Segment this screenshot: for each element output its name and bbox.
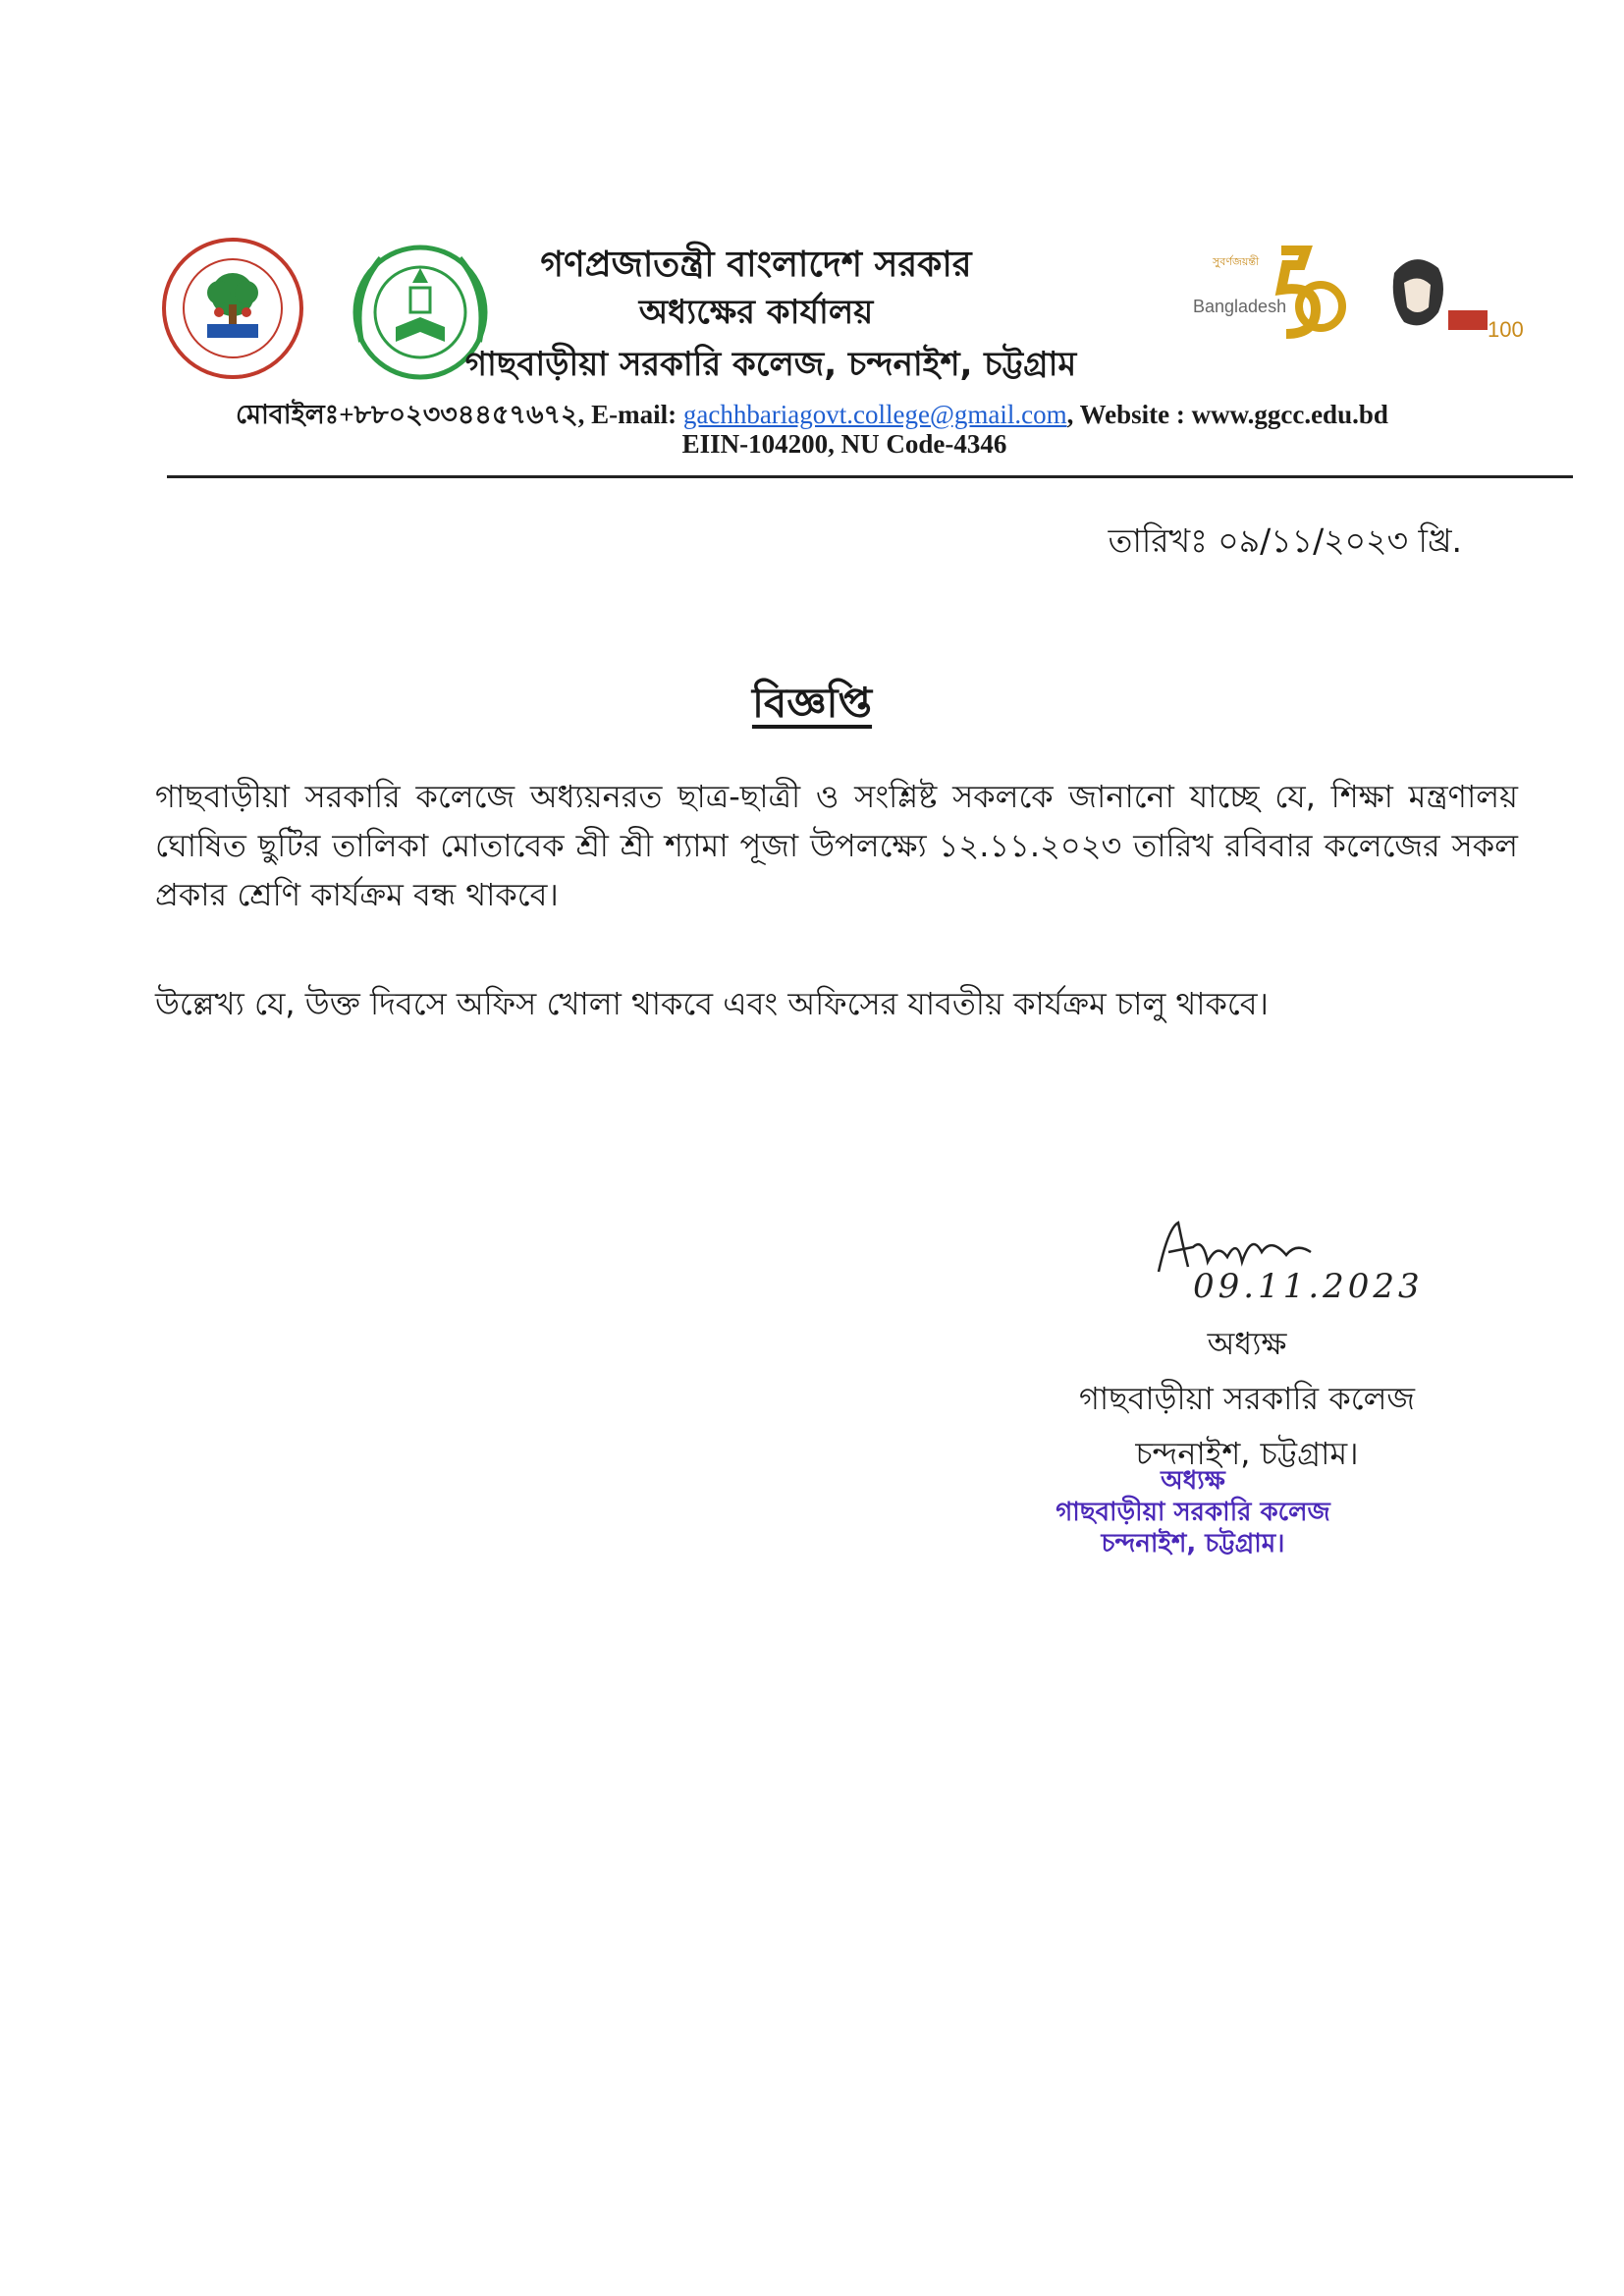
svg-text:Bangladesh: Bangladesh bbox=[1193, 297, 1287, 316]
signature-date: 09.11.2023 bbox=[1193, 1267, 1424, 1306]
notice-paragraph-1: গাছবাড়ীয়া সরকারি কলেজে অধ্যয়নরত ছাত্র-ছাত্রী ও সংশ্লিষ্ট সকলকে জানানো যাচ্ছে যে, শিক্ষা মন্ত্রণালয় ঘোষিত ছুটির তালিকা মোতাবেক শ্রী শ্রী শ্যামা পূজা উপলক্ষ্যে ১২.১১.২০২৩ তারিখ রবিবার কলেজের সকল প্রকার শ্রেণি কার্যক্রম বন্ধ থাকবে। bbox=[155, 778, 1518, 913]
svg-text:100: 100 bbox=[1488, 317, 1524, 342]
contact-mobile: মোবাইলঃ+৮৮০২৩৩৪৪৫৭৬৭২, E-mail: bbox=[236, 400, 677, 429]
svg-text:সুবর্ণজয়ন্তী: সুবর্ণজয়ন্তী bbox=[1213, 255, 1260, 268]
stamp-line-1: অধ্যক্ষ bbox=[1161, 1466, 1225, 1496]
header-college-name: গাছবাড়ীয়া সরকারি কলেজ, চন্দনাইশ, চট্টগ্রাম bbox=[464, 345, 1077, 384]
website-text: , Website : www.ggcc.edu.bd bbox=[1066, 400, 1388, 429]
mujib-100-logo bbox=[1370, 244, 1527, 355]
signatory-college: গাছবাড়ীয়া সরকারি কলেজ bbox=[1078, 1380, 1416, 1417]
signatory-block bbox=[1041, 1316, 1453, 1481]
notice-paragraph-2: উল্লেখ্য যে, উক্ত দিবসে অফিস খোলা থাকবে এবং অফিসের যাবতীয় কার্যক্রম চালু থাকবে। bbox=[155, 985, 1269, 1022]
stamp-line-3: চন্দনাইশ, চট্টগ্রাম। bbox=[1101, 1529, 1285, 1558]
header-government-title: গণপ্রজাতন্ত্রী বাংলাদেশ সরকার bbox=[540, 245, 972, 285]
signatory-title: অধ্যক্ষ bbox=[1207, 1325, 1287, 1362]
header-divider bbox=[167, 475, 1573, 478]
eiin-code: EIIN-104200, NU Code-4346 bbox=[681, 429, 1007, 459]
bangladesh-50-logo bbox=[1183, 236, 1350, 348]
email-link[interactable]: gachhbariagovt.college@gmail.com bbox=[682, 400, 1067, 429]
campaign-logo bbox=[160, 236, 305, 385]
notice-title: বিজ্ঞপ্তি bbox=[751, 679, 873, 727]
stamp-line-2: গাছবাড়ীয়া সরকারি কলেজ bbox=[1056, 1498, 1330, 1527]
signatory-location: চন্দনাইশ, চট্টগ্রাম। bbox=[1135, 1435, 1359, 1472]
notice-date: তারিখঃ ০৯/১১/২০২৩ খ্রি. bbox=[1108, 521, 1462, 560]
official-stamp bbox=[1036, 1465, 1350, 1559]
header-office-title: অধ্যক্ষের কার্যালয় bbox=[638, 293, 874, 332]
